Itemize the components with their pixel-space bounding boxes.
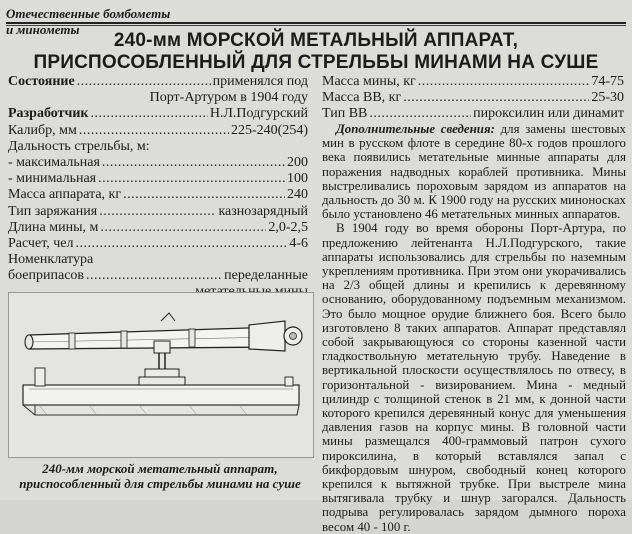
base-plank: [23, 385, 299, 405]
description-para-2: В 1904 году во время обороны Порт-Артура, по предложению лейтенанта Н.Л.Подгурского, такие аппараты использовались для стрельбы по наземным укреплениям противника. При этом они укорачивались на 2/3 общей длины и крепились к деревянному основанию, оборудованному подъемным механизмом. Это было мощное орудие ближнего боя. Всего было изготовлено 8 таких аппаратов. Аппарат представлял собой закрывающуюся со стороны казенной части гладкоствольную метательную трубу. Наведение в вертикальной плоскости осуществлялось по отвесу, в горизонтальной - визированием. Мина - медный цилиндр с толщиной стенок в 21 мм, к донной части которого крепился деревянный конус для уменьшения давления газов на корпус мины. В головной части мины размещался 400-граммовый патрон сухого пироксилина, в который вставлялся запал с бикфордовым шнуром, свободный конец которого крепился к вытяжной трубке. При выстреле мина вытягивала трубку и шнур загорался. Дальность подрыва регулировалась зарядом дымного пороха весом 40 - 100 г.: [322, 221, 626, 534]
spec-label: Состояние: [8, 74, 75, 89]
spec-status: [8, 74, 308, 90]
leader-dots: [79, 123, 229, 139]
spec-label: Тип заряжания: [8, 203, 98, 219]
header-rule: [6, 22, 626, 24]
header-rule-thin: [6, 25, 626, 26]
leader-dots: [86, 268, 222, 284]
leader-dots: [418, 74, 590, 90]
spec-value: казнозарядный: [218, 203, 308, 219]
spec-label: Расчет, чел: [8, 235, 74, 251]
spec-label: боеприпасов: [8, 268, 85, 284]
leader-dots: [98, 171, 285, 187]
spec-loading: [8, 204, 308, 220]
spec-length: [8, 220, 308, 236]
leader-dots: [99, 204, 216, 220]
leader-dots: [403, 90, 589, 106]
spec-value: 25-30: [591, 90, 624, 106]
figure-drawing: [8, 292, 314, 458]
spec-explosive-mass: [322, 90, 624, 106]
spec-label: Калибр, мм: [8, 122, 77, 138]
spec-value: переделанные: [224, 268, 308, 284]
spec-value: пироксилин или динамит: [473, 106, 624, 122]
spec-crew: [8, 236, 308, 252]
description-para-1: [322, 122, 626, 221]
specs-left: [8, 74, 308, 301]
spec-status-cont: Порт-Артуром в 1904 году: [149, 90, 308, 106]
spec-label: - минимальная: [8, 171, 97, 187]
description: [322, 122, 626, 534]
description-text-1: для замены шестовых мин в русском флоте в середине 80-х годов прошлого века появились метательные минные аппараты для поражения надводных кораблей противника. Мины выстреливались пороховым зарядом из аппаратов на дальность до 30 м. К 1900 году на русских миноносках было установлено 46 метательных минных аппаратов.: [322, 122, 626, 222]
leader-dots: [369, 106, 471, 122]
spec-label: Номенклатура: [8, 252, 94, 268]
spec-label: Дальность стрельбы, м:: [8, 138, 150, 154]
leader-dots: [91, 106, 208, 122]
spec-label: Разработчик: [8, 106, 89, 122]
description-heading: Дополнительные сведения:: [336, 122, 495, 136]
spec-caliber: [8, 123, 308, 139]
section-header: Отечественные бомбометы и минометы: [6, 6, 171, 37]
spec-label: Длина мины, м: [8, 219, 99, 235]
spec-mass: [8, 187, 308, 203]
spec-value: Н.Л.Подгурский: [209, 106, 308, 122]
spec-label: Тип ВВ: [322, 106, 368, 122]
leader-dots: [123, 187, 285, 203]
page-title-line2: ПРИСПОСОБЛЕННЫЙ ДЛЯ СТРЕЛЬБЫ МИНАМИ НА СУШЕ: [33, 52, 599, 73]
spec-value: 2,0-2,5: [268, 219, 308, 235]
spec-value: применялся под: [212, 74, 308, 89]
page-title-line1: 240-мм МОРСКОЙ МЕТАЛЬНЫЙ АППАРАТ,: [113, 30, 519, 51]
specs-right: [322, 74, 624, 123]
spec-ammo: [8, 252, 308, 268]
spec-developer: [8, 106, 308, 122]
spec-mine-mass: [322, 74, 624, 90]
figure-caption: [8, 461, 312, 491]
mortar-illustration: [9, 293, 313, 457]
spec-label: Масса аппарата, кг: [8, 187, 122, 203]
figure-caption-line2: приспособленный для стрельбы минами на суше: [19, 476, 301, 491]
spec-label: Масса ВВ, кг: [322, 90, 402, 106]
figure-caption-line1: 240-мм морской метательный аппарат,: [42, 461, 278, 476]
spec-range-min: [8, 171, 308, 187]
spec-explosive-type: [322, 106, 624, 122]
spec-range-max: [8, 155, 308, 171]
spec-ammo-2: [8, 268, 308, 284]
spec-label: - максимальная: [8, 154, 100, 170]
spec-value: 225-240(254): [231, 122, 308, 138]
leader-dots: [102, 155, 285, 171]
leader-dots: [77, 74, 211, 90]
leader-dots: [76, 236, 288, 252]
spec-value: 240: [287, 187, 308, 203]
leader-dots: [100, 220, 266, 236]
spec-value: 74-75: [591, 74, 624, 89]
spec-value: 200: [287, 154, 308, 170]
spec-label: Масса мины, кг: [322, 74, 416, 89]
spec-value: 4-6: [289, 235, 308, 251]
spec-value: 100: [287, 171, 308, 187]
spec-range: [8, 139, 308, 155]
